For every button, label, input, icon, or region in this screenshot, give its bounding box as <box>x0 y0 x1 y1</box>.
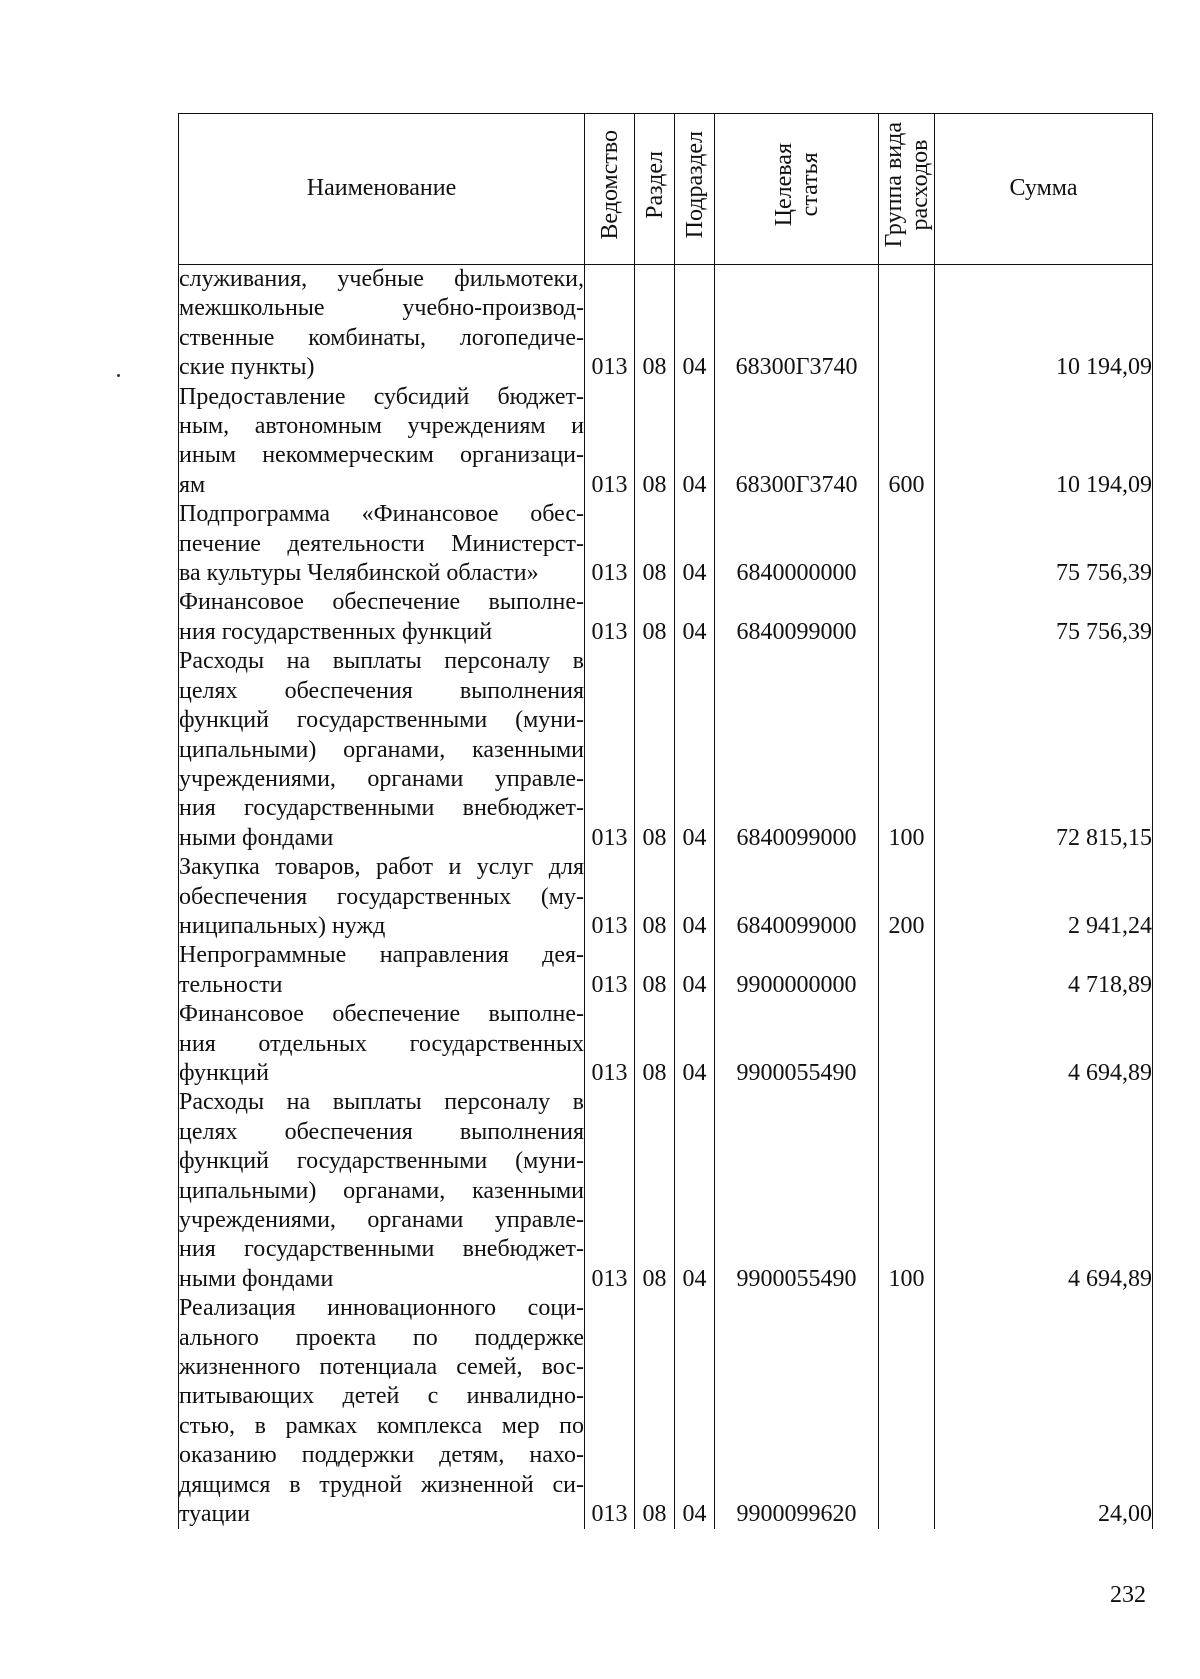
row-amount: 4 694,89 <box>935 1000 1153 1088</box>
row-name-line: ниципальных) нужд <box>179 912 386 939</box>
row-name-line: ального проекта по поддержке <box>179 1324 584 1351</box>
table-row <box>179 383 1153 501</box>
row-target: 6840099000 <box>715 647 879 853</box>
row-section: 08 <box>635 1294 675 1529</box>
row-amount: 72 815,15 <box>935 647 1153 853</box>
row-name-line: ципальными) органами, казенными <box>179 1177 584 1204</box>
row-expense-group <box>879 1294 935 1529</box>
header-name: Наименование <box>179 114 585 265</box>
table-row <box>179 941 1153 1000</box>
row-name-line: печение деятельности Министерст- <box>179 530 584 557</box>
row-target: 9900055490 <box>715 1088 879 1294</box>
row-name-line: Расходы на выплаты персоналу в <box>179 1089 584 1116</box>
row-amount: 24,00 <box>935 1294 1153 1529</box>
row-name-line: ния государственными внебюджет- <box>179 1236 584 1263</box>
row-name <box>179 265 585 383</box>
row-name-line: иным некоммерческим организаци- <box>179 442 584 469</box>
row-section: 08 <box>635 853 675 941</box>
row-expense-group: 200 <box>879 853 935 941</box>
row-subsection: 04 <box>675 265 715 383</box>
row-name-line: жизненного потенциала семей, вос- <box>179 1354 584 1381</box>
table-row <box>179 1088 1153 1294</box>
row-name-line: Непрограммные направления дея- <box>179 942 584 969</box>
row-name-line: Предоставление субсидий бюджет- <box>179 383 584 410</box>
row-section: 08 <box>635 1000 675 1088</box>
row-amount: 4 694,89 <box>935 1088 1153 1294</box>
row-name <box>179 1000 585 1088</box>
row-name-line: ва культуры Челябинской области» <box>179 560 539 587</box>
budget-table <box>178 113 1153 1529</box>
row-expense-group <box>879 1000 935 1088</box>
row-name <box>179 500 585 588</box>
document-page <box>178 113 1152 1543</box>
row-name-line: Подпрограмма «Финансовое обес- <box>179 501 584 528</box>
row-name-line: функций государственными (муни- <box>179 707 584 734</box>
row-target: 6840099000 <box>715 853 879 941</box>
row-expense-group: 100 <box>879 647 935 853</box>
row-name-line: ным, автономным учреждениям и <box>179 413 584 440</box>
row-department: 013 <box>585 265 635 383</box>
row-department: 013 <box>585 500 635 588</box>
table-header <box>179 114 1153 265</box>
row-name-line: ские пункты) <box>179 354 315 381</box>
table-row <box>179 647 1153 853</box>
row-subsection: 04 <box>675 588 715 647</box>
row-name-line: межшкольные учебно-производ- <box>179 295 584 322</box>
row-target: 68300Г3740 <box>715 265 879 383</box>
row-subsection: 04 <box>675 853 715 941</box>
row-name-line: ям <box>179 471 206 498</box>
row-department: 013 <box>585 588 635 647</box>
header-subsection: Подраздел <box>675 114 715 265</box>
row-expense-group <box>879 265 935 383</box>
header-section: Раздел <box>635 114 675 265</box>
row-expense-group <box>879 500 935 588</box>
row-name <box>179 853 585 941</box>
row-amount: 2 941,24 <box>935 853 1153 941</box>
row-expense-group <box>879 588 935 647</box>
row-department: 013 <box>585 1000 635 1088</box>
row-name-line: учреждениями, органами управле- <box>179 765 584 792</box>
table-row <box>179 265 1153 383</box>
row-subsection: 04 <box>675 500 715 588</box>
row-name-line: Финансовое обеспечение выполне- <box>179 589 584 616</box>
row-name-line: целях обеспечения выполнения <box>179 677 584 704</box>
row-target: 6840000000 <box>715 500 879 588</box>
row-name-line: функций государственными (муни- <box>179 1148 584 1175</box>
row-section: 08 <box>635 941 675 1000</box>
row-name-line: учреждениями, органами управле- <box>179 1207 584 1233</box>
table-row <box>179 853 1153 941</box>
row-expense-group <box>879 941 935 1000</box>
row-name-line: дящимся в трудной жизненной си- <box>179 1471 584 1498</box>
table-row <box>179 1000 1153 1088</box>
row-amount: 4 718,89 <box>935 941 1153 1000</box>
row-name <box>179 588 585 647</box>
row-name-line: функций <box>179 1059 269 1086</box>
row-subsection: 04 <box>675 1294 715 1529</box>
row-name-line: ными фондами <box>179 824 334 851</box>
row-department: 013 <box>585 383 635 501</box>
row-expense-group: 600 <box>879 383 935 501</box>
row-name-line: обеспечения государственных (му- <box>179 883 584 910</box>
row-target: 9900000000 <box>715 941 879 1000</box>
row-name-line: оказанию поддержки детям, нахо- <box>179 1442 584 1469</box>
row-name <box>179 647 585 853</box>
row-name-line: питывающих детей с инвалидно- <box>179 1383 584 1410</box>
header-amount: Сумма <box>935 114 1153 265</box>
row-department: 013 <box>585 647 635 853</box>
row-section: 08 <box>635 383 675 501</box>
row-department: 013 <box>585 941 635 1000</box>
table-body <box>179 265 1153 1530</box>
row-subsection: 04 <box>675 383 715 501</box>
row-section: 08 <box>635 265 675 383</box>
row-name-line: ными фондами <box>179 1265 334 1292</box>
row-amount: 10 194,09 <box>935 265 1153 383</box>
row-name-line: ния отдельных государственных <box>179 1030 584 1057</box>
row-expense-group: 100 <box>879 1088 935 1294</box>
scan-speck <box>117 374 120 377</box>
row-subsection: 04 <box>675 1088 715 1294</box>
row-name-line: Финансовое обеспечение выполне- <box>179 1001 584 1028</box>
row-amount: 75 756,39 <box>935 500 1153 588</box>
row-name-line: тельности <box>179 971 283 998</box>
header-expense-group: Группа вида расходов <box>879 114 935 265</box>
row-name-line: Расходы на выплаты персоналу в <box>179 648 584 675</box>
row-name-line: ципальными) органами, казенными <box>179 736 584 763</box>
row-name-line: туации <box>179 1501 251 1528</box>
row-target: 9900099620 <box>715 1294 879 1529</box>
row-name-line: служивания, учебные фильмотеки, <box>179 266 584 292</box>
row-section: 08 <box>635 500 675 588</box>
row-name <box>179 1088 585 1294</box>
row-target: 9900055490 <box>715 1000 879 1088</box>
row-section: 08 <box>635 647 675 853</box>
row-name-line: ния государственными внебюджет- <box>179 795 584 822</box>
row-target: 68300Г3740 <box>715 383 879 501</box>
header-department: Ведомство <box>585 114 635 265</box>
row-department: 013 <box>585 853 635 941</box>
row-name <box>179 941 585 1000</box>
row-section: 08 <box>635 588 675 647</box>
row-name-line: целях обеспечения выполнения <box>179 1118 584 1145</box>
table-row <box>179 588 1153 647</box>
row-name-line: ния государственных функций <box>179 618 493 645</box>
row-name-line: Реализация инновационного соци- <box>179 1295 584 1322</box>
table-row <box>179 1294 1153 1529</box>
row-name-line: стью, в рамках комплекса мер по <box>179 1412 584 1439</box>
header-target: Целевая статья <box>715 114 879 265</box>
table-row <box>179 500 1153 588</box>
row-section: 08 <box>635 1088 675 1294</box>
row-name <box>179 1294 585 1529</box>
row-amount: 10 194,09 <box>935 383 1153 501</box>
row-subsection: 04 <box>675 647 715 853</box>
row-name-line: ственные комбинаты, логопедиче- <box>179 324 584 351</box>
row-subsection: 04 <box>675 1000 715 1088</box>
row-amount: 75 756,39 <box>935 588 1153 647</box>
row-name <box>179 383 585 501</box>
row-department: 013 <box>585 1294 635 1529</box>
row-name-line: Закупка товаров, работ и услуг для <box>179 854 584 881</box>
page-number: 232 <box>1110 1582 1146 1608</box>
row-target: 6840099000 <box>715 588 879 647</box>
row-subsection: 04 <box>675 941 715 1000</box>
row-department: 013 <box>585 1088 635 1294</box>
